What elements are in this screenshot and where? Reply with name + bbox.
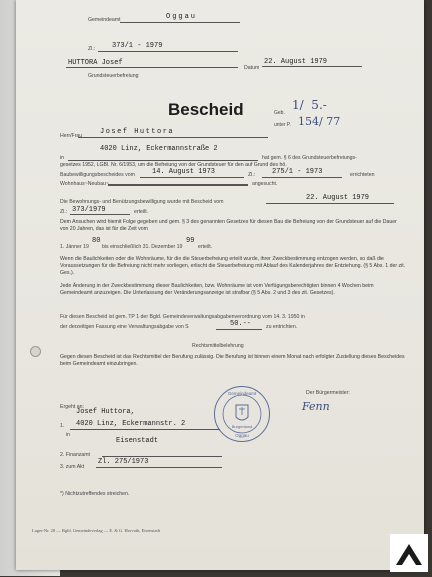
dist-n2: 2. Finanzamt [60,452,90,458]
document-page [16,0,424,570]
stamp-graphic [215,387,269,441]
bewilligung-zl-label: Zl.: [248,172,256,178]
geb-label: Geb. [274,110,285,116]
dist-akt: Zl. 275/1973 [98,458,149,466]
datum-label: Datum [244,65,260,71]
salutation: Herr/Frau [60,133,83,139]
para-wenn: Wenn die Baulichkeiten oder die Wohnräume, für die die Steuerbefreiung erteilt wurde, ihrer Zweckbestimmung entzogen werden, so daß die Voraussetzungen für die Befreiung nicht mehr vorliegen, erlischt die Steuerbefreiung mit Ablauf des Kalenderjahres der Entziehung. (§ 5 Abs. 1 der zit. Ges.). [60,256,406,277]
para-jede: Jede Änderung in der Zweckbestimmung dieser Baulichkeiten, bzw. Wohnräume ist vom Verfügungsberechtigten binnen 4 Wochen beim Gemeindeamt anzuzeigen. Die Unterlassung der Veränderungsanzeige ist strafbar (§ 5 Abs. 2 und 3 des zit. Gesetzes). [60,283,374,297]
dist-address: 4020 Linz, Eckermannstr. 2 [76,420,186,428]
dist-in: in [66,432,71,438]
para-fuer2: der derzeitigen Fassung eine Verwaltungsabgabe von S [60,324,189,330]
official-stamp [214,386,270,442]
in-label: in [60,155,65,161]
subject-label: Grundsteuerbefreiung [88,73,139,79]
svg-text:Gemeindeamt: Gemeindeamt [227,391,257,396]
printer-line: Lager-Nr. 28 — Bgld. Gemeindeverlag — E. & G. Horvath, Eisenstadt [32,528,161,533]
zl-value: 373/1 - 1979 [112,42,163,50]
footnote: *) Nichtzutreffendes streichen. [60,491,130,497]
body-line1: hat gem. § 6 des Grundsteuerbefreiungs- [262,155,357,161]
svg-text:Oggau: Oggau [235,433,249,438]
svg-text:Burgenland: Burgenland [231,424,253,429]
handwritten-fee: 1/ 5.- [292,98,327,112]
jaenner-prefix: 1. Jänner 19 [60,244,89,250]
signature: Fenn [302,400,330,413]
rechtsmittel-heading: Rechtsmittelbelehrung [192,343,244,349]
bewilligung-label: Baubewilligungsbescheides vom [60,172,135,178]
signature-label: Der Bürgermeister: [306,390,350,396]
document-title: Bescheid [168,100,244,119]
year-from: 80 [92,237,101,245]
recipient-address: 4020 Linz, Eckermannstraße 2 [100,145,218,153]
addressee: HUTTORA Josef [68,59,123,67]
para-fuer: Für diesen Bescheid ist gem. TP 1 der Bgld. Gemeindeverwaltungsabgabenverordnung vom 14. 3. 1950 in [60,314,305,320]
para-ansuchen: Dem Ansuchen wird hiemit Folge gegeben und gem. § 3 des genannten Gesetzes für diesen Bau die Befreiung von der Grundsteuer auf die Dauer von 20 Jahren, das ist für die Zeit vom [60,219,397,233]
gemeindeamt-label: Gemeindeamt [88,17,121,23]
dist-city: Eisenstadt [116,437,159,445]
datum-value: 22. August 1979 [264,58,328,66]
bewilligung-date: 14. August 1973 [152,168,216,176]
watermark-logo [390,534,428,572]
ergeht-label: Ergeht an: [60,404,84,410]
benuetzung-zl: 373/1979 [72,206,106,214]
erteilt2: erteilt. [198,244,213,250]
gemeindeamt-value: Oggau [166,13,198,21]
benuetzung-zl-label: Zl.: [60,209,68,215]
rechtsmittel-text: Gegen diesen Bescheid ist das Rechtsmittel der Berufung zulässig. Die Berufung ist binnen einem Monat nach erfolgter Zustellung dieses Bescheides beim Gemeindeamt einzubringen. [60,354,405,368]
errichtet: errichteten [350,172,375,178]
recipient-name: Josef Huttora [100,128,175,136]
dist-name: Josef Huttora, [76,408,135,416]
fee-value: 50.-- [230,320,252,328]
year-to: 99 [186,237,195,245]
zl-label: Zl.: [88,46,96,52]
entrichten: zu entrichten. [266,324,298,330]
post-label: unter P. [274,122,291,128]
dist-n3: 3. zum Akt [60,464,85,470]
punch-hole [30,346,41,357]
angesucht: angesucht. [252,181,278,187]
erteilt: erteilt. [134,209,149,215]
handwritten-post: 154/ 77 [298,115,341,128]
logo-icon [390,534,428,572]
benuetzung-date: 22. August 1979 [306,194,370,202]
bis-text: bis einschließlich 31. Dezember 19 [102,244,183,250]
wohnhaus-label: Wohnhaus~Neubau~ [60,181,109,187]
dist-n1: 1. [60,423,65,429]
benuetzung-text: Die Bewohnungs- und Benützungsbewilligung wurde mit Bescheid vom [60,199,224,205]
body-line2: gesetzes 1952, LGBl. Nr. 6/1953, um die Befreiung von der Grundsteuer für den auf Grund des hö. [60,162,287,168]
bewilligung-zl: 275/1 - 1973 [272,168,323,176]
